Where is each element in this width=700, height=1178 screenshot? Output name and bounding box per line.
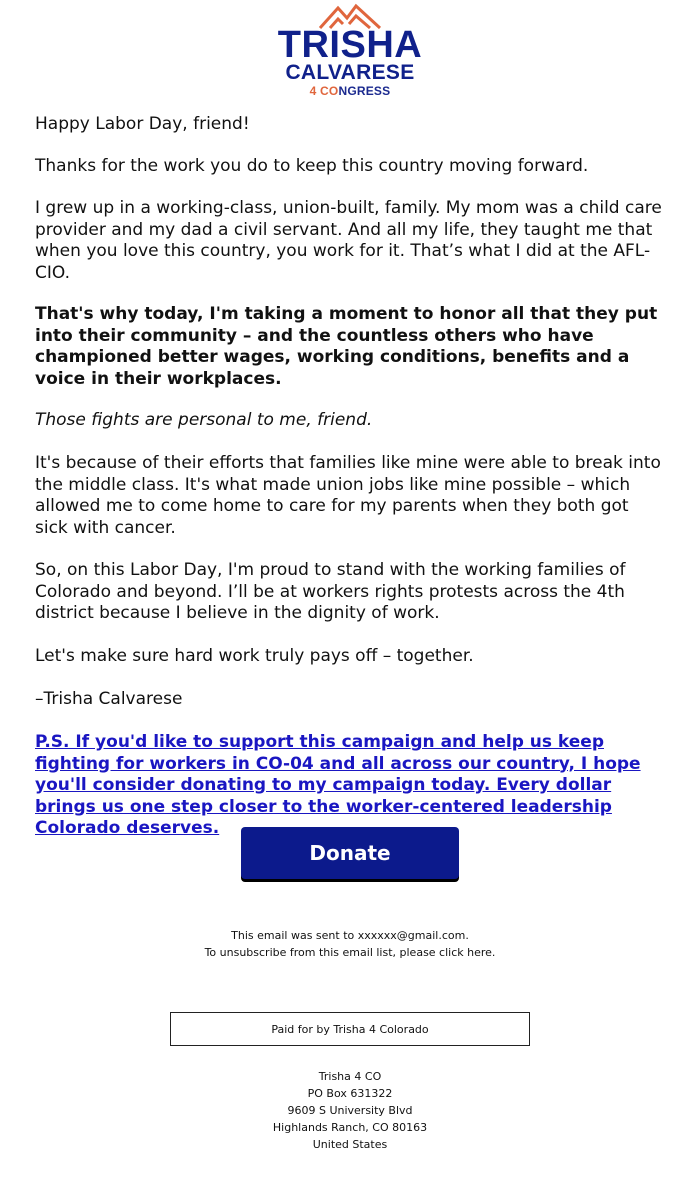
address-line: PO Box 631322: [307, 1087, 393, 1100]
paragraph-labor-day: So, on this Labor Day, I'm proud to stand with the working families of Colorado and beyond. I’ll be at workers rights protests across the 4th district because I believe in the dignity of work.: [35, 560, 626, 623]
signature: –Trisha Calvarese: [35, 689, 183, 709]
sent-to-text: This email was sent to xxxxxx@gmail.com.: [231, 929, 469, 942]
logo-tagline: [310, 84, 391, 98]
paragraph-thanks: Thanks for the work you do to keep this country moving forward.: [35, 156, 589, 176]
paragraph-honor: That's why today, I'm taking a moment to honor all that they put into their community – and the countless others who have championed better wages, working conditions, benefits and a voice in their workplaces.: [35, 304, 658, 389]
paid-for-text: Paid for by Trisha 4 Colorado: [271, 1022, 429, 1036]
address-line: Highlands Ranch, CO 80163: [272, 1121, 428, 1134]
logo-tagline-accent: 4 CO: [309, 84, 339, 98]
paragraph-personal: Those fights are personal to me, friend.: [35, 410, 373, 430]
paragraph-background: I grew up in a working-class, union-built, family. My mom was a child care provider and my dad a civil servant. And all my life, they taught me that when you love this country, you work for it. That’s what I did at the AFL-CIO.: [35, 198, 662, 283]
greeting-text: Happy Labor Day, friend!: [35, 114, 250, 134]
mailing-address: [0, 1068, 700, 1153]
address-line: 9609 S University Blvd: [287, 1104, 413, 1117]
address-line: United States: [312, 1138, 388, 1151]
campaign-logo: [0, 0, 700, 98]
paragraph-efforts: It's because of their efforts that families like mine were able to break into the middle class. It's what made union jobs like mine possible – which allowed me to come home to care for my parents when they both got sick with cancer.: [35, 453, 661, 538]
paragraph-together: Let's make sure hard work truly pays off – together.: [35, 646, 474, 666]
logo-last-name: CALVARESE: [285, 61, 415, 84]
unsubscribe-link[interactable]: To unsubscribe from this email list, please click here.: [204, 946, 496, 959]
logo-first-name: TRISHA: [277, 24, 423, 66]
paid-for-disclaimer: [170, 1012, 530, 1046]
footer-recipient-note: [0, 927, 700, 961]
ps-donate-link[interactable]: P.S. If you'd like to support this campaign and help us keep fighting for workers in CO-04 and all across our country, I hope you'll consider donating to my campaign today. Every dollar brings us one step closer to the worker-centered leadership Colorado deserves.: [35, 732, 641, 838]
logo-tagline-rest: NGRESS: [338, 84, 391, 98]
donate-button[interactable]: Donate: [241, 827, 459, 879]
address-line: Trisha 4 CO: [318, 1070, 382, 1083]
